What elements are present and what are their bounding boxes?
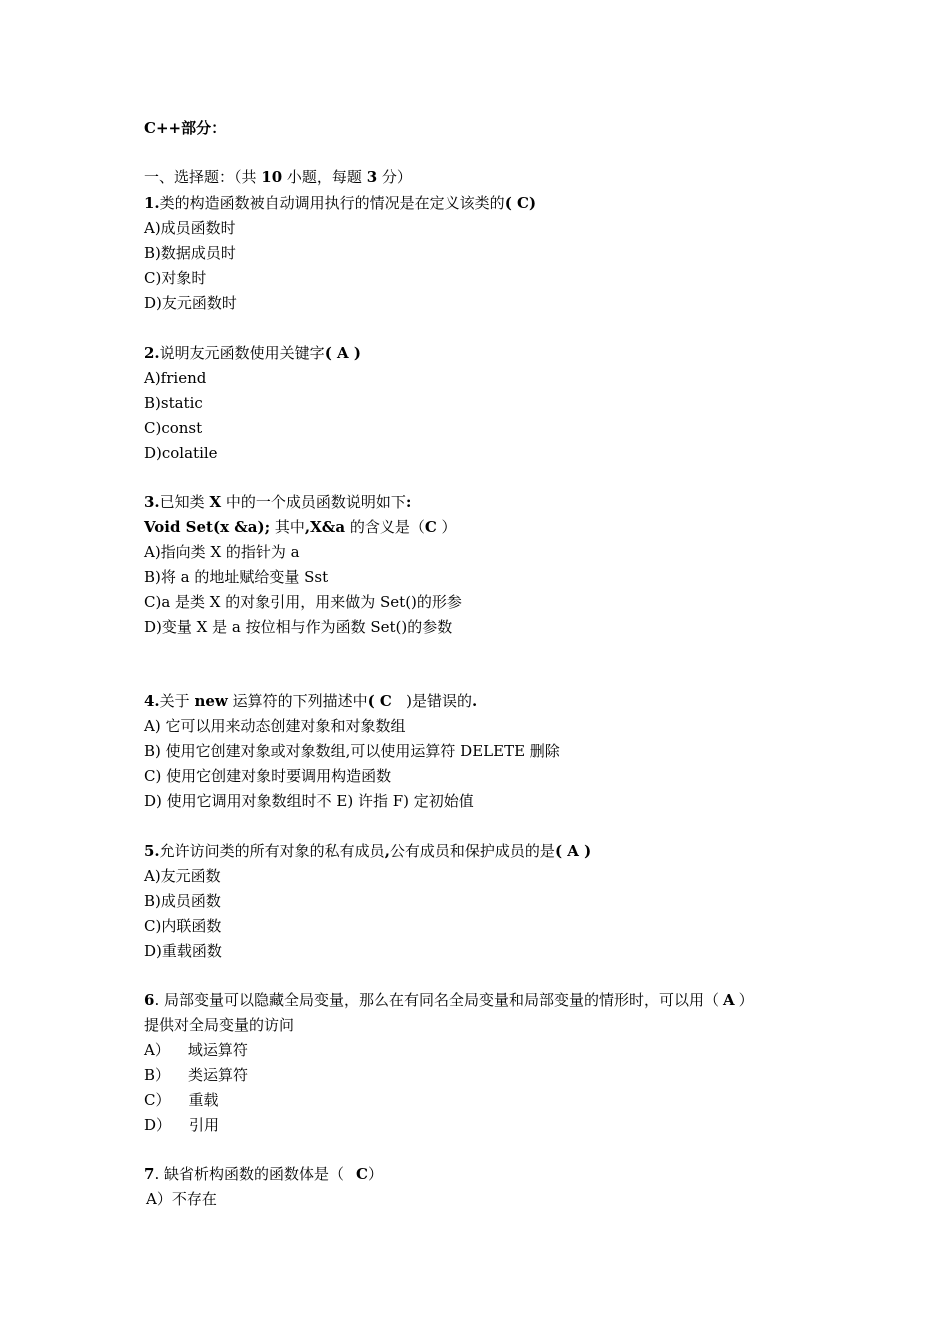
question-2-stem: 2.说明友元函数使用关键字( A ) (144, 344, 361, 362)
question-1-stem: 1.类的构造函数被自动调用执行的情况是在定义该类的( C) (144, 194, 537, 212)
question-4-stem: 4.关于 new 运算符的下列描述中( C )是错误的. (144, 692, 478, 710)
question-1-option-d: D)友元函数时 (144, 294, 237, 312)
question-5-option-d: D)重载函数 (144, 942, 222, 960)
question-3-stem: 3.已知类 X 中的一个成员函数说明如下: (144, 493, 412, 511)
question-4-option-a: A) 它可以用来动态创建对象和对象数组 (144, 717, 406, 735)
question-2-option-d: D)colatile (144, 444, 218, 462)
section-header: 一、选择题：（共 10 小题，每题 3 分） (144, 168, 412, 186)
question-5-option-b: B)成员函数 (144, 892, 221, 910)
question-6-option-c: C） 重载 (144, 1091, 219, 1109)
question-3-option-c: C)a 是类 X 的对象引用，用来做为 Set()的形参 (144, 593, 462, 611)
question-3-stem-line2: Void Set(x &a); 其中,X&a 的含义是（C ） (144, 518, 457, 536)
question-6-stem: 6. 局部变量可以隐藏全局变量，那么在有同名全局变量和局部变量的情形时，可以用（ A ） (144, 991, 754, 1009)
question-2-option-a: A)friend (144, 369, 207, 387)
question-7-option-a: A）不存在 (146, 1190, 217, 1208)
question-5-option-c: C)内联函数 (144, 917, 222, 935)
question-2-option-b: B)static (144, 394, 203, 412)
question-6-option-d: D） 引用 (144, 1116, 220, 1134)
question-6-option-b: B） 类运算符 (144, 1066, 249, 1084)
question-3-option-a: A)指向类 X 的指针为 a (144, 543, 300, 561)
question-4-option-c: C) 使用它创建对象时要调用构造函数 (144, 767, 392, 785)
question-7-stem: 7. 缺省析构函数的函数体是（ C） (144, 1165, 383, 1183)
section-title: C++部分： (144, 119, 227, 137)
question-3-option-b: B)将 a 的地址赋给变量 Sst (144, 568, 329, 586)
question-5-option-a: A)友元函数 (144, 867, 221, 885)
question-6-option-a: A） 域运算符 (144, 1041, 248, 1059)
question-4-option-b: B) 使用它创建对象或对象数组,可以使用运算符 DELETE 删除 (144, 742, 560, 760)
question-6-stem-line2: 提供对全局变量的访问 (144, 1016, 295, 1034)
question-1-option-a: A)成员函数时 (144, 219, 236, 237)
question-3-option-d: D)变量 X 是 a 按位相与作为函数 Set()的参数 (144, 618, 453, 636)
question-1-option-b: B)数据成员时 (144, 244, 236, 262)
question-1-option-c: C)对象时 (144, 269, 207, 287)
question-2-option-c: C)const (144, 419, 203, 437)
question-4-option-d: D) 使用它调用对象数组时不 E) 许指 F) 定初始值 (144, 792, 474, 810)
question-5-stem: 5.允许访问类的所有对象的私有成员,公有成员和保护成员的是( A ) (144, 842, 592, 860)
